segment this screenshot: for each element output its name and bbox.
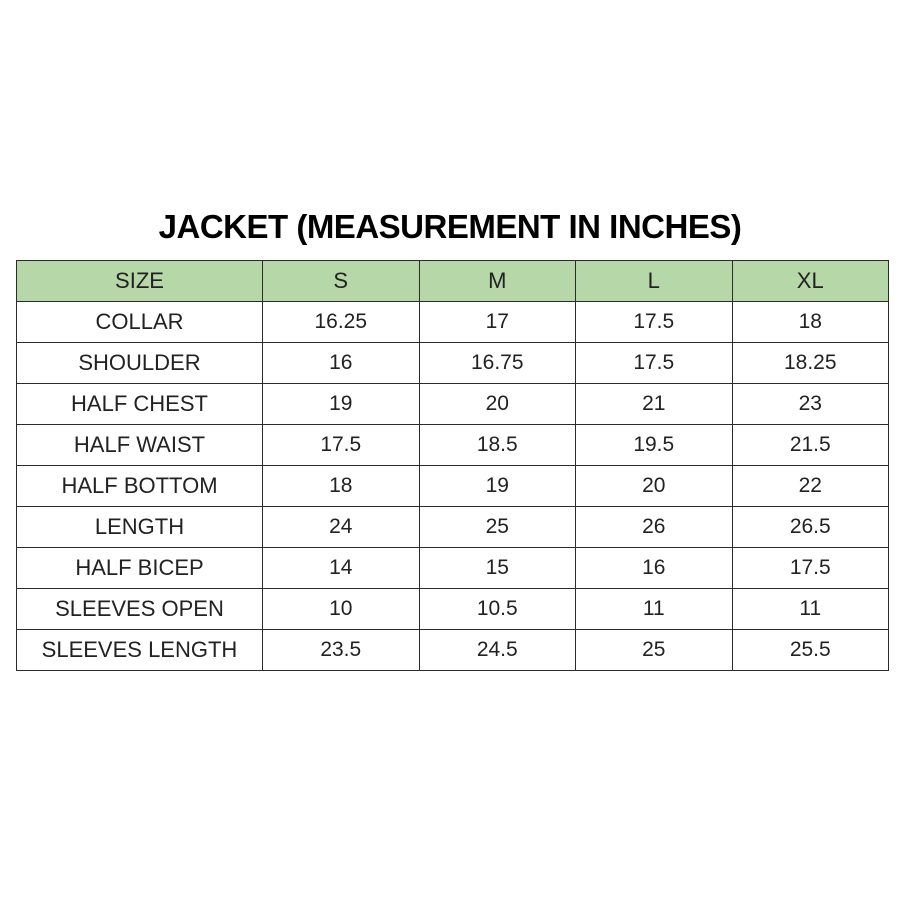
table-cell: 18 xyxy=(263,466,420,507)
table-cell: 16.75 xyxy=(419,343,576,384)
column-header-xl: XL xyxy=(732,261,889,302)
table-cell: 10 xyxy=(263,589,420,630)
table-row xyxy=(17,548,889,589)
table-cell: 17.5 xyxy=(263,425,420,466)
size-chart-table xyxy=(16,260,889,671)
table-cell: 14 xyxy=(263,548,420,589)
table-cell: 16 xyxy=(576,548,733,589)
table-cell: 25 xyxy=(576,630,733,671)
column-header-size: SIZE xyxy=(17,261,263,302)
table-cell: 11 xyxy=(576,589,733,630)
table-cell: 21 xyxy=(576,384,733,425)
row-label: SLEEVES OPEN xyxy=(17,589,263,630)
table-row xyxy=(17,589,889,630)
table-cell: 16.25 xyxy=(263,302,420,343)
table-cell: 23 xyxy=(732,384,889,425)
table-cell: 17.5 xyxy=(732,548,889,589)
table-row xyxy=(17,302,889,343)
table-cell: 17.5 xyxy=(576,302,733,343)
table-cell: 15 xyxy=(419,548,576,589)
table-cell: 17 xyxy=(419,302,576,343)
table-row xyxy=(17,630,889,671)
table-row xyxy=(17,507,889,548)
table-cell: 18.5 xyxy=(419,425,576,466)
row-label: SLEEVES LENGTH xyxy=(17,630,263,671)
table-cell: 26.5 xyxy=(732,507,889,548)
table-cell: 21.5 xyxy=(732,425,889,466)
table-row xyxy=(17,466,889,507)
row-label: COLLAR xyxy=(17,302,263,343)
table-cell: 23.5 xyxy=(263,630,420,671)
row-label: HALF BOTTOM xyxy=(17,466,263,507)
table-cell: 10.5 xyxy=(419,589,576,630)
table-cell: 24 xyxy=(263,507,420,548)
table-cell: 18 xyxy=(732,302,889,343)
table-cell: 16 xyxy=(263,343,420,384)
table-cell: 17.5 xyxy=(576,343,733,384)
table-cell: 11 xyxy=(732,589,889,630)
table-cell: 20 xyxy=(419,384,576,425)
row-label: SHOULDER xyxy=(17,343,263,384)
row-label: LENGTH xyxy=(17,507,263,548)
row-label: HALF WAIST xyxy=(17,425,263,466)
table-cell: 20 xyxy=(576,466,733,507)
table-cell: 22 xyxy=(732,466,889,507)
table-cell: 25.5 xyxy=(732,630,889,671)
table-cell: 19 xyxy=(263,384,420,425)
table-cell: 18.25 xyxy=(732,343,889,384)
table-cell: 26 xyxy=(576,507,733,548)
table-cell: 19.5 xyxy=(576,425,733,466)
table-row xyxy=(17,384,889,425)
table-cell: 19 xyxy=(419,466,576,507)
table-row xyxy=(17,343,889,384)
column-header-s: S xyxy=(263,261,420,302)
table-header-row xyxy=(17,261,889,302)
column-header-m: M xyxy=(419,261,576,302)
table-cell: 25 xyxy=(419,507,576,548)
table-cell: 24.5 xyxy=(419,630,576,671)
row-label: HALF CHEST xyxy=(17,384,263,425)
row-label: HALF BICEP xyxy=(17,548,263,589)
column-header-l: L xyxy=(576,261,733,302)
page-title: JACKET (MEASUREMENT IN INCHES) xyxy=(158,208,742,245)
table-row xyxy=(17,425,889,466)
